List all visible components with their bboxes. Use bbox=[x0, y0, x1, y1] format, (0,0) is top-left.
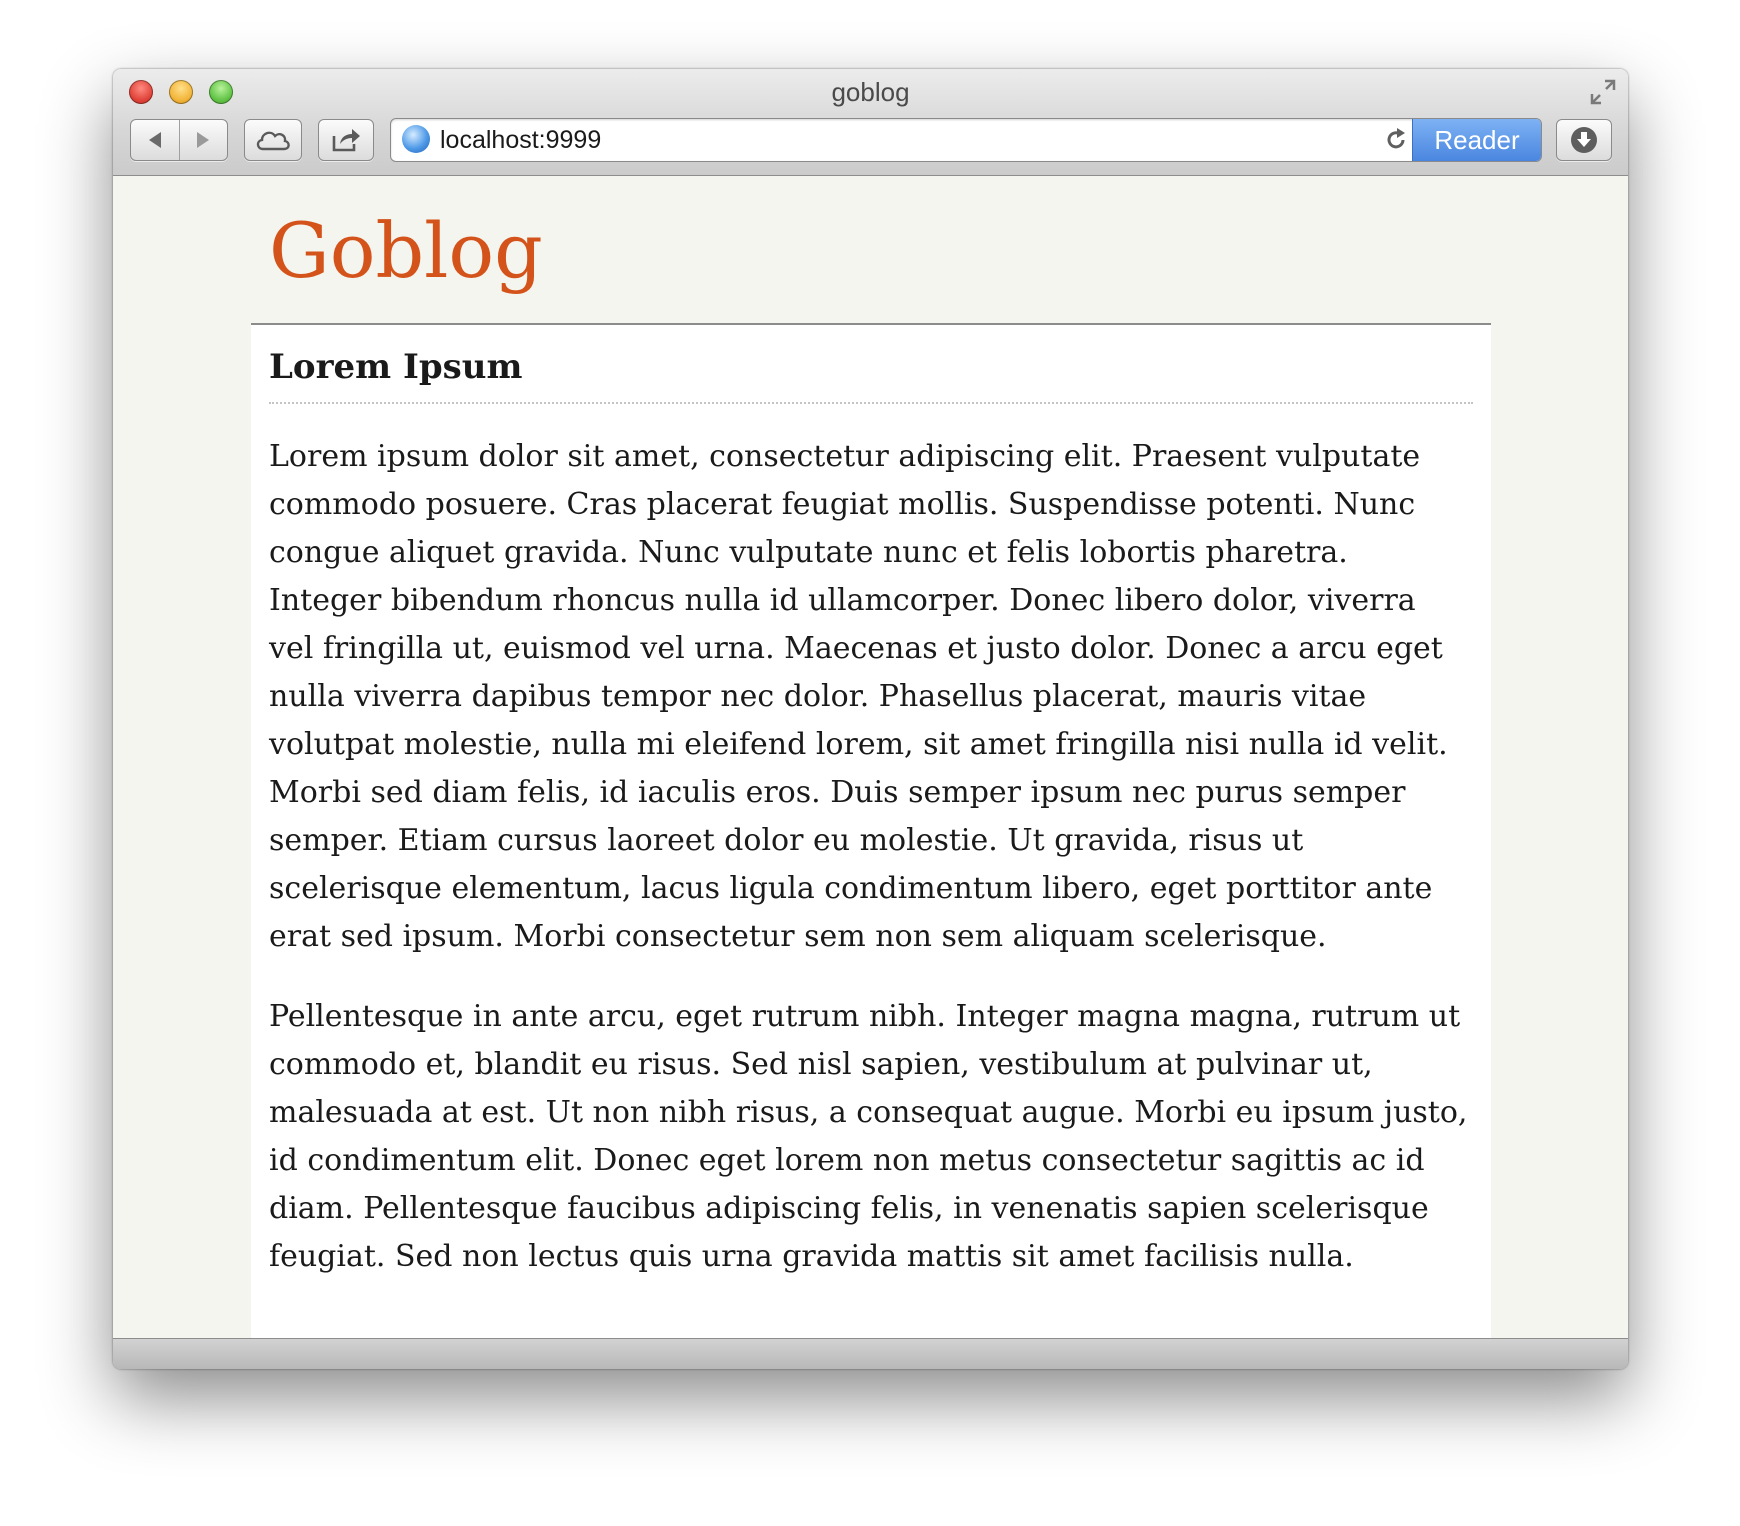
back-arrow-icon bbox=[146, 130, 164, 150]
address-bar[interactable] bbox=[390, 118, 1542, 162]
globe-icon bbox=[402, 125, 430, 153]
post-article bbox=[251, 325, 1491, 1339]
back-forward-group bbox=[130, 119, 228, 161]
share-icon bbox=[330, 126, 362, 154]
icloud-tabs-button[interactable] bbox=[244, 119, 302, 161]
browser-window bbox=[113, 69, 1628, 1369]
post-body bbox=[269, 433, 1469, 1313]
post-paragraph: Pellentesque in ante arcu, eget rutrum nibh. Integer magna magna, rutrum ut commodo et, blandit eu risus. Sed nisl sapien, vestibulum at pulvinar ut, malesuada at est. Ut non nibh risus, a consequat augue. Morbi eu ipsum justo, id condimentum elit. Donec eget lorem non metus consectetur sagittis ac id diam. Pellentesque faucibus adipiscing felis, in venenatis sapien scelerisque feugiat. Sed non lectus quis urna gravida mattis sit amet facilisis nulla. bbox=[269, 999, 1468, 1274]
post-title[interactable]: Lorem Ipsum bbox=[269, 347, 523, 387]
url-text[interactable]: localhost:9999 bbox=[440, 126, 602, 154]
fullscreen-button[interactable] bbox=[1588, 77, 1618, 107]
page-content bbox=[113, 176, 1628, 1339]
back-button[interactable] bbox=[131, 120, 179, 160]
window-title: goblog bbox=[831, 77, 910, 107]
cloud-icon bbox=[254, 127, 292, 153]
reload-icon bbox=[1383, 127, 1409, 153]
download-icon bbox=[1569, 125, 1599, 155]
downloads-button[interactable] bbox=[1556, 119, 1612, 161]
post-title-divider bbox=[269, 402, 1473, 404]
reload-button[interactable] bbox=[1383, 127, 1409, 153]
post-paragraph: Lorem ipsum dolor sit amet, consectetur adipiscing elit. Praesent vulputate commodo posuere. Cras placerat feugiat mollis. Suspendisse potenti. Nunc congue aliquet gravida. Nunc vulputate nunc et felis lobortis pharetra. Integer bibendum rhoncus nulla id ullamcorper. Donec libero dolor, viverra vel fringilla ut, euismod vel urna. Maecenas et justo dolor. Donec a arcu eget nulla viverra dapibus tempor nec dolor. Phasellus placerat, mauris vitae volutpat molestie, nulla mi eleifend lorem, sit amet fringilla nisi nulla id velit. Morbi sed diam felis, id iaculis eros. Duis semper ipsum nec purus semper semper. Etiam cursus laoreet dolor eu molestie. Ut gravida, risus ut scelerisque elementum, lacus ligula condimentum libero, eget porttitor ante erat sed ipsum. Morbi consectetur sem non sem aliquam scelerisque. bbox=[269, 439, 1448, 954]
forward-button[interactable] bbox=[179, 120, 228, 160]
site-title[interactable]: Goblog bbox=[269, 206, 543, 295]
forward-arrow-icon bbox=[194, 130, 212, 150]
share-button[interactable] bbox=[318, 119, 374, 161]
fullscreen-icon bbox=[1588, 77, 1618, 107]
title-bar bbox=[113, 69, 1628, 176]
reader-button[interactable]: Reader bbox=[1412, 119, 1541, 161]
status-bar bbox=[113, 1338, 1628, 1369]
